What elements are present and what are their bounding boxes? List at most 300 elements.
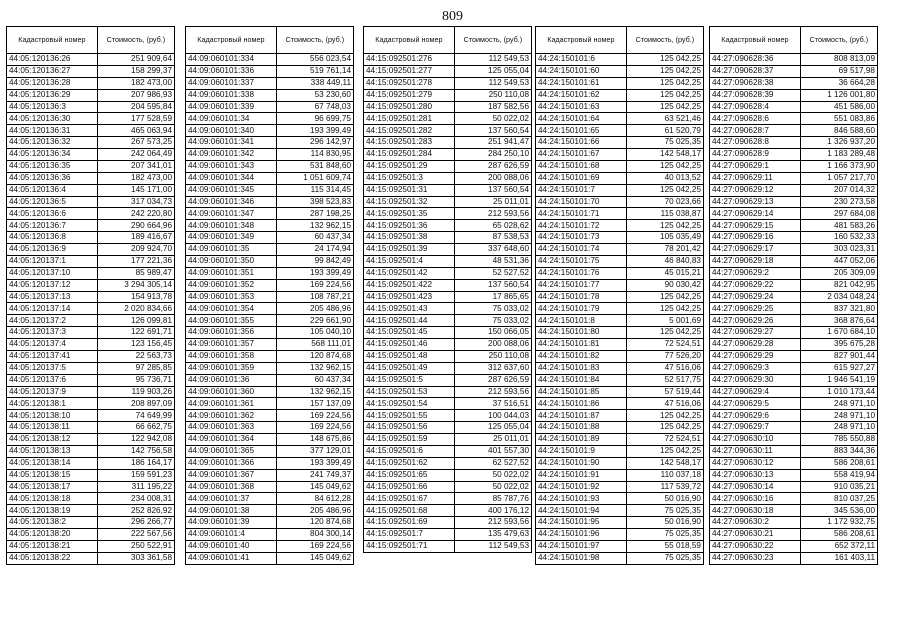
cadastral-number: 44:05:120138:13 (7, 445, 98, 457)
cadastral-cost: 205 486,96 (276, 303, 353, 315)
cadastral-number: 44:05:120138:22 (7, 552, 98, 564)
cadastral-cost: 785 550,88 (800, 434, 877, 446)
table-row (536, 339, 704, 351)
cadastral-number: 44:24:150101:62 (536, 89, 627, 101)
cadastral-number: 44:24:150101:92 (536, 481, 627, 493)
cadastral-number: 44:09:060101:37 (186, 493, 277, 505)
cadastral-cost: 142 548,17 (626, 149, 703, 161)
cadastral-number: 44:05:120136:36 (7, 172, 98, 184)
table-row (7, 232, 175, 244)
cadastral-cost: 53 230,60 (276, 89, 353, 101)
table-row (710, 137, 878, 149)
table-row (186, 303, 354, 315)
cadastral-number: 44:24:150101:69 (536, 172, 627, 184)
table-row (536, 552, 704, 564)
table-row (7, 244, 175, 256)
table-row (710, 149, 878, 161)
cadastral-number: 44:15:092501:281 (364, 113, 455, 125)
cadastral-cost: 112 549,53 (454, 540, 531, 552)
table-row (536, 244, 704, 256)
cadastral-number: 44:05:120138:11 (7, 422, 98, 434)
cadastral-cost: 132 962,15 (276, 362, 353, 374)
cadastral-cost: 297 684,08 (800, 208, 877, 220)
table-row (186, 255, 354, 267)
table-row (186, 339, 354, 351)
cadastral-cost: 114 830,95 (276, 149, 353, 161)
cadastral-cost: 48 531,36 (454, 255, 531, 267)
cadastral-number: 44:27:090629:22 (710, 279, 801, 291)
cadastral-number: 44:05:120138:10 (7, 410, 98, 422)
cadastral-cost: 145 049,62 (276, 552, 353, 564)
header-cadastral-number: Кадастровый номер (186, 27, 277, 54)
cadastral-number: 44:15:092501:282 (364, 125, 455, 137)
cadastral-number: 44:05:120138:1 (7, 398, 98, 410)
header-cadastral-number: Кадастровый номер (7, 27, 98, 54)
table-row (710, 350, 878, 362)
cadastral-number: 44:24:150101:90 (536, 457, 627, 469)
cadastral-number: 44:05:120136:6 (7, 208, 98, 220)
cadastral-number: 44:24:150101:87 (536, 410, 627, 422)
cadastral-cost: 132 962,15 (276, 220, 353, 232)
table-row (536, 517, 704, 529)
table-row (710, 54, 878, 66)
cadastral-cost: 125 042,25 (626, 410, 703, 422)
cadastral-cost: 1 326 937,20 (800, 137, 877, 149)
cadastral-number: 44:15:092501:59 (364, 434, 455, 446)
table-row (710, 374, 878, 386)
cadastral-number: 44:27:090629:25 (710, 303, 801, 315)
cadastral-number: 44:24:150101:67 (536, 149, 627, 161)
table-row (7, 137, 175, 149)
table-row (186, 101, 354, 113)
cadastral-cost: 50 022,02 (454, 481, 531, 493)
table-row (536, 172, 704, 184)
cadastral-cost: 99 842,49 (276, 255, 353, 267)
table-row (710, 172, 878, 184)
cadastral-cost: 142 548,17 (626, 457, 703, 469)
table-row (186, 315, 354, 327)
table-row (7, 160, 175, 172)
cadastral-number: 44:09:060101:34 (186, 113, 277, 125)
table-row (536, 232, 704, 244)
table-row (710, 291, 878, 303)
cadastral-number: 44:27:090629:2 (710, 267, 801, 279)
cadastral-number: 44:09:060101:341 (186, 137, 277, 149)
cadastral-cost: 189 416,67 (97, 232, 174, 244)
table-row (710, 303, 878, 315)
cadastral-cost: 234 008,31 (97, 493, 174, 505)
table-row (7, 149, 175, 161)
cadastral-number: 44:24:150101:70 (536, 196, 627, 208)
cadastral-number: 44:15:092501:280 (364, 101, 455, 113)
cadastral-cost: 72 524,51 (626, 434, 703, 446)
cadastral-cost: 125 042,25 (626, 77, 703, 89)
cadastral-cost: 120 874,68 (276, 350, 353, 362)
cadastral-number: 44:15:092501:66 (364, 481, 455, 493)
cadastral-number: 44:05:120138:17 (7, 481, 98, 493)
table-row (710, 422, 878, 434)
cadastral-number: 44:24:150101:9 (536, 445, 627, 457)
cadastral-cost: 125 042,25 (626, 422, 703, 434)
cadastral-cost: 122 942,08 (97, 434, 174, 446)
cadastral-number: 44:09:060101:41 (186, 552, 277, 564)
table-row (710, 493, 878, 505)
cadastral-cost: 200 088,06 (454, 172, 531, 184)
cadastral-number: 44:09:060101:366 (186, 457, 277, 469)
table-row (710, 113, 878, 125)
cadastral-number: 44:09:060101:361 (186, 398, 277, 410)
cadastral-cost: 400 176,12 (454, 505, 531, 517)
table-row (186, 517, 354, 529)
table-row (364, 113, 532, 125)
header-cadastral-number: Кадастровый номер (710, 27, 801, 54)
cadastral-cost: 75 033,02 (454, 315, 531, 327)
cadastral-number: 44:27:090630:22 (710, 540, 801, 552)
table-row (364, 517, 532, 529)
table-row (186, 77, 354, 89)
table-row (7, 101, 175, 113)
cadastral-number: 44:09:060101:367 (186, 469, 277, 481)
cadastral-cost: 212 593,56 (454, 517, 531, 529)
table-row (536, 469, 704, 481)
cadastral-number: 44:05:120136:7 (7, 220, 98, 232)
cadastral-cost: 75 025,35 (626, 529, 703, 541)
cadastral-number: 44:24:150101:98 (536, 552, 627, 564)
table-row (186, 481, 354, 493)
cadastral-cost: 142 756,58 (97, 445, 174, 457)
cadastral-cost: 207 341,01 (97, 160, 174, 172)
cadastral-cost: 182 473,00 (97, 77, 174, 89)
cadastral-cost: 287 626,59 (454, 160, 531, 172)
cadastral-cost: 193 399,49 (276, 267, 353, 279)
table-row (710, 208, 878, 220)
cadastral-number: 44:24:150101:82 (536, 350, 627, 362)
cadastral-cost: 2 034 048,24 (800, 291, 877, 303)
cadastral-cost: 556 023,54 (276, 54, 353, 66)
table-row (536, 279, 704, 291)
cadastral-cost: 169 224,56 (276, 540, 353, 552)
cadastral-number: 44:24:150101:81 (536, 339, 627, 351)
cadastral-number: 44:24:150101:76 (536, 267, 627, 279)
table-row (7, 481, 175, 493)
cadastral-cost: 551 083,86 (800, 113, 877, 125)
cadastral-number: 44:05:120137:41 (7, 350, 98, 362)
cadastral-number: 44:24:150101:88 (536, 422, 627, 434)
cadastral-number: 44:24:150101:91 (536, 469, 627, 481)
cadastral-cost: 204 595,84 (97, 101, 174, 113)
cadastral-number: 44:15:092501:31 (364, 184, 455, 196)
cadastral-number: 44:05:120137:4 (7, 339, 98, 351)
table-row (7, 65, 175, 77)
cadastral-cost: 230 273,58 (800, 196, 877, 208)
cadastral-cost: 205 309,09 (800, 267, 877, 279)
cadastral-number: 44:09:060101:365 (186, 445, 277, 457)
cadastral-number: 44:05:120136:32 (7, 137, 98, 149)
table-row (710, 517, 878, 529)
cadastral-cost: 303 361,58 (97, 552, 174, 564)
cadastral-cost: 615 927,27 (800, 362, 877, 374)
table-row (186, 410, 354, 422)
cadastral-cost: 1 057 217,70 (800, 172, 877, 184)
table-row (7, 89, 175, 101)
cadastral-number: 44:05:120138:12 (7, 434, 98, 446)
table-row (7, 410, 175, 422)
cadastral-cost: 586 208,61 (800, 457, 877, 469)
cadastral-number: 44:09:060101:38 (186, 505, 277, 517)
cadastral-cost: 110 037,18 (626, 469, 703, 481)
table-row (364, 315, 532, 327)
table-row (7, 184, 175, 196)
table-row (7, 386, 175, 398)
cadastral-cost: 296 266,77 (97, 517, 174, 529)
table-row (7, 77, 175, 89)
cadastral-number: 44:15:092501:45 (364, 327, 455, 339)
cadastral-number: 44:15:092501:35 (364, 208, 455, 220)
table-row (186, 327, 354, 339)
cadastral-cost: 150 066,05 (454, 327, 531, 339)
cadastral-number: 44:27:090630:14 (710, 481, 801, 493)
cadastral-number: 44:09:060101:36 (186, 374, 277, 386)
table-row (186, 386, 354, 398)
table-row (710, 445, 878, 457)
table-row (7, 315, 175, 327)
table-row (536, 196, 704, 208)
cadastral-number: 44:27:090629:28 (710, 339, 801, 351)
table-row (710, 89, 878, 101)
cadastral-number: 44:15:092501:68 (364, 505, 455, 517)
header-cost: Стоимость, (руб.) (97, 27, 174, 54)
cadastral-number: 44:09:060101:359 (186, 362, 277, 374)
cadastral-cost: 161 403,11 (800, 552, 877, 564)
table-row (186, 89, 354, 101)
cadastral-number: 44:09:060101:360 (186, 386, 277, 398)
cadastral-cost: 250 522,91 (97, 540, 174, 552)
table-row (710, 362, 878, 374)
table-row (186, 208, 354, 220)
table-row (536, 125, 704, 137)
cadastral-cost: 821 042,95 (800, 279, 877, 291)
cadastral-cost: 125 042,25 (626, 327, 703, 339)
table-row (364, 398, 532, 410)
table-row (364, 291, 532, 303)
table-row (364, 350, 532, 362)
cadastral-cost: 810 037,25 (800, 493, 877, 505)
cadastral-number: 44:24:150101:68 (536, 160, 627, 172)
cadastral-number: 44:15:092501:6 (364, 445, 455, 457)
table-row (364, 457, 532, 469)
cadastral-number: 44:05:120137:5 (7, 362, 98, 374)
cadastral-cost: 207 014,32 (800, 184, 877, 196)
cadastral-cost: 558 419,94 (800, 469, 877, 481)
cadastral-cost: 50 022,02 (454, 113, 531, 125)
table-row (364, 255, 532, 267)
cadastral-number: 44:15:092501:43 (364, 303, 455, 315)
cadastral-number: 44:27:090629:11 (710, 172, 801, 184)
table-row (7, 422, 175, 434)
table-row (364, 422, 532, 434)
cadastral-number: 44:09:060101:363 (186, 422, 277, 434)
cadastral-number: 44:05:120136:9 (7, 244, 98, 256)
cadastral-number: 44:27:090628:36 (710, 54, 801, 66)
cadastral-cost: 119 903,26 (97, 386, 174, 398)
cadastral-cost: 85 787,76 (454, 493, 531, 505)
cadastral-cost: 804 300,14 (276, 529, 353, 541)
cadastral-cost: 97 285,85 (97, 362, 174, 374)
cadastral-number: 44:24:150101:77 (536, 279, 627, 291)
cadastral-number: 44:15:092501:422 (364, 279, 455, 291)
table-row (536, 410, 704, 422)
cadastral-cost: 57 519,44 (626, 386, 703, 398)
table-row (364, 505, 532, 517)
cadastral-cost: 125 042,25 (626, 303, 703, 315)
cadastral-cost: 311 195,22 (97, 481, 174, 493)
cadastral-cost: 846 588,60 (800, 125, 877, 137)
table-row (536, 101, 704, 113)
cadastral-number: 44:24:150101:96 (536, 529, 627, 541)
table-row (710, 220, 878, 232)
cadastral-number: 44:05:120138:18 (7, 493, 98, 505)
cadastral-cost: 117 539,72 (626, 481, 703, 493)
table-row (364, 362, 532, 374)
table-row (364, 267, 532, 279)
cadastral-number: 44:27:090629:6 (710, 410, 801, 422)
table-row (7, 172, 175, 184)
table-row (536, 255, 704, 267)
page-number: 809 (442, 9, 463, 24)
cadastral-table-5 (709, 26, 878, 565)
table-row (536, 77, 704, 89)
table-row (364, 54, 532, 66)
table-row (186, 54, 354, 66)
cadastral-number: 44:05:120137:6 (7, 374, 98, 386)
cadastral-cost: 1 166 373,90 (800, 160, 877, 172)
cadastral-number: 44:27:090629:12 (710, 184, 801, 196)
cadastral-number: 44:24:150101:79 (536, 303, 627, 315)
cadastral-number: 44:15:092501:42 (364, 267, 455, 279)
cadastral-number: 44:24:150101:74 (536, 244, 627, 256)
cadastral-number: 44:09:060101:334 (186, 54, 277, 66)
cadastral-number: 44:09:060101:368 (186, 481, 277, 493)
cadastral-number: 44:15:092501:279 (364, 89, 455, 101)
cadastral-number: 44:05:120138:21 (7, 540, 98, 552)
cadastral-number: 44:24:150101:78 (536, 291, 627, 303)
table-row (710, 232, 878, 244)
table-row (7, 434, 175, 446)
cadastral-number: 44:05:120136:31 (7, 125, 98, 137)
cadastral-number: 44:15:092501:278 (364, 77, 455, 89)
table-row (186, 267, 354, 279)
cadastral-cost: 401 557,30 (454, 445, 531, 457)
table-row (710, 505, 878, 517)
cadastral-number: 44:24:150101:63 (536, 101, 627, 113)
table-row (186, 469, 354, 481)
cadastral-cost: 126 099,81 (97, 315, 174, 327)
cadastral-number: 44:15:092501:49 (364, 362, 455, 374)
cadastral-number: 44:15:092501:423 (364, 291, 455, 303)
cadastral-number: 44:27:090629:24 (710, 291, 801, 303)
cadastral-number: 44:09:060101:350 (186, 255, 277, 267)
cadastral-cost: 3 294 305,14 (97, 279, 174, 291)
cadastral-number: 44:09:060101:345 (186, 184, 277, 196)
cadastral-cost: 125 042,25 (626, 220, 703, 232)
cadastral-cost: 519 761,14 (276, 65, 353, 77)
table-row (710, 77, 878, 89)
table-row (536, 303, 704, 315)
cadastral-cost: 241 749,37 (276, 469, 353, 481)
cadastral-cost: 125 055,04 (454, 65, 531, 77)
cadastral-cost: 78 201,42 (626, 244, 703, 256)
cadastral-cost: 108 787,21 (276, 291, 353, 303)
cadastral-cost: 242 220,80 (97, 208, 174, 220)
table-row (364, 481, 532, 493)
table-row (536, 315, 704, 327)
cadastral-number: 44:15:092501:55 (364, 410, 455, 422)
cadastral-number: 44:15:092501:277 (364, 65, 455, 77)
cadastral-number: 44:05:120136:30 (7, 113, 98, 125)
table-row (186, 149, 354, 161)
table-row (186, 457, 354, 469)
cadastral-cost: 296 142,97 (276, 137, 353, 149)
cadastral-number: 44:05:120136:28 (7, 77, 98, 89)
table-row (364, 493, 532, 505)
cadastral-cost: 837 321,80 (800, 303, 877, 315)
table-row (7, 493, 175, 505)
table-row (364, 303, 532, 315)
cadastral-cost: 5 001,69 (626, 315, 703, 327)
cadastral-cost: 338 449,11 (276, 77, 353, 89)
cadastral-number: 44:24:150101:6 (536, 54, 627, 66)
cadastral-cost: 137 560,54 (454, 279, 531, 291)
cadastral-number: 44:27:090629:18 (710, 255, 801, 267)
cadastral-table-1 (6, 26, 175, 565)
cadastral-cost: 187 582,56 (454, 101, 531, 113)
cadastral-number: 44:09:060101:339 (186, 101, 277, 113)
cadastral-number: 44:15:092501:36 (364, 220, 455, 232)
cadastral-cost: 125 055,04 (454, 422, 531, 434)
cadastral-cost: 125 042,25 (626, 291, 703, 303)
cadastral-number: 44:27:090630:23 (710, 552, 801, 564)
table-row (710, 410, 878, 422)
cadastral-cost: 25 011,01 (454, 434, 531, 446)
cadastral-cost: 60 437,34 (276, 374, 353, 386)
table-row (710, 481, 878, 493)
cadastral-number: 44:15:092501:32 (364, 196, 455, 208)
cadastral-number: 44:15:092501:29 (364, 160, 455, 172)
cadastral-cost: 303 023,31 (800, 244, 877, 256)
cadastral-number: 44:05:120136:4 (7, 184, 98, 196)
cadastral-cost: 177 221,36 (97, 255, 174, 267)
table-row (186, 196, 354, 208)
cadastral-cost: 345 536,00 (800, 505, 877, 517)
cadastral-cost: 447 052,06 (800, 255, 877, 267)
cadastral-cost: 200 088,06 (454, 339, 531, 351)
cadastral-number: 44:09:060101:358 (186, 350, 277, 362)
cadastral-cost: 481 583,26 (800, 220, 877, 232)
table-row (536, 184, 704, 196)
cadastral-number: 44:27:090630:18 (710, 505, 801, 517)
table-row (536, 493, 704, 505)
cadastral-cost: 250 110,08 (454, 350, 531, 362)
cadastral-cost: 125 042,25 (626, 54, 703, 66)
cadastral-cost: 284 250,10 (454, 149, 531, 161)
table-row (186, 529, 354, 541)
cadastral-number: 44:27:090628:6 (710, 113, 801, 125)
table-row (536, 149, 704, 161)
table-row (186, 160, 354, 172)
cadastral-cost: 169 224,56 (276, 410, 353, 422)
table-row (7, 125, 175, 137)
table-row (186, 184, 354, 196)
